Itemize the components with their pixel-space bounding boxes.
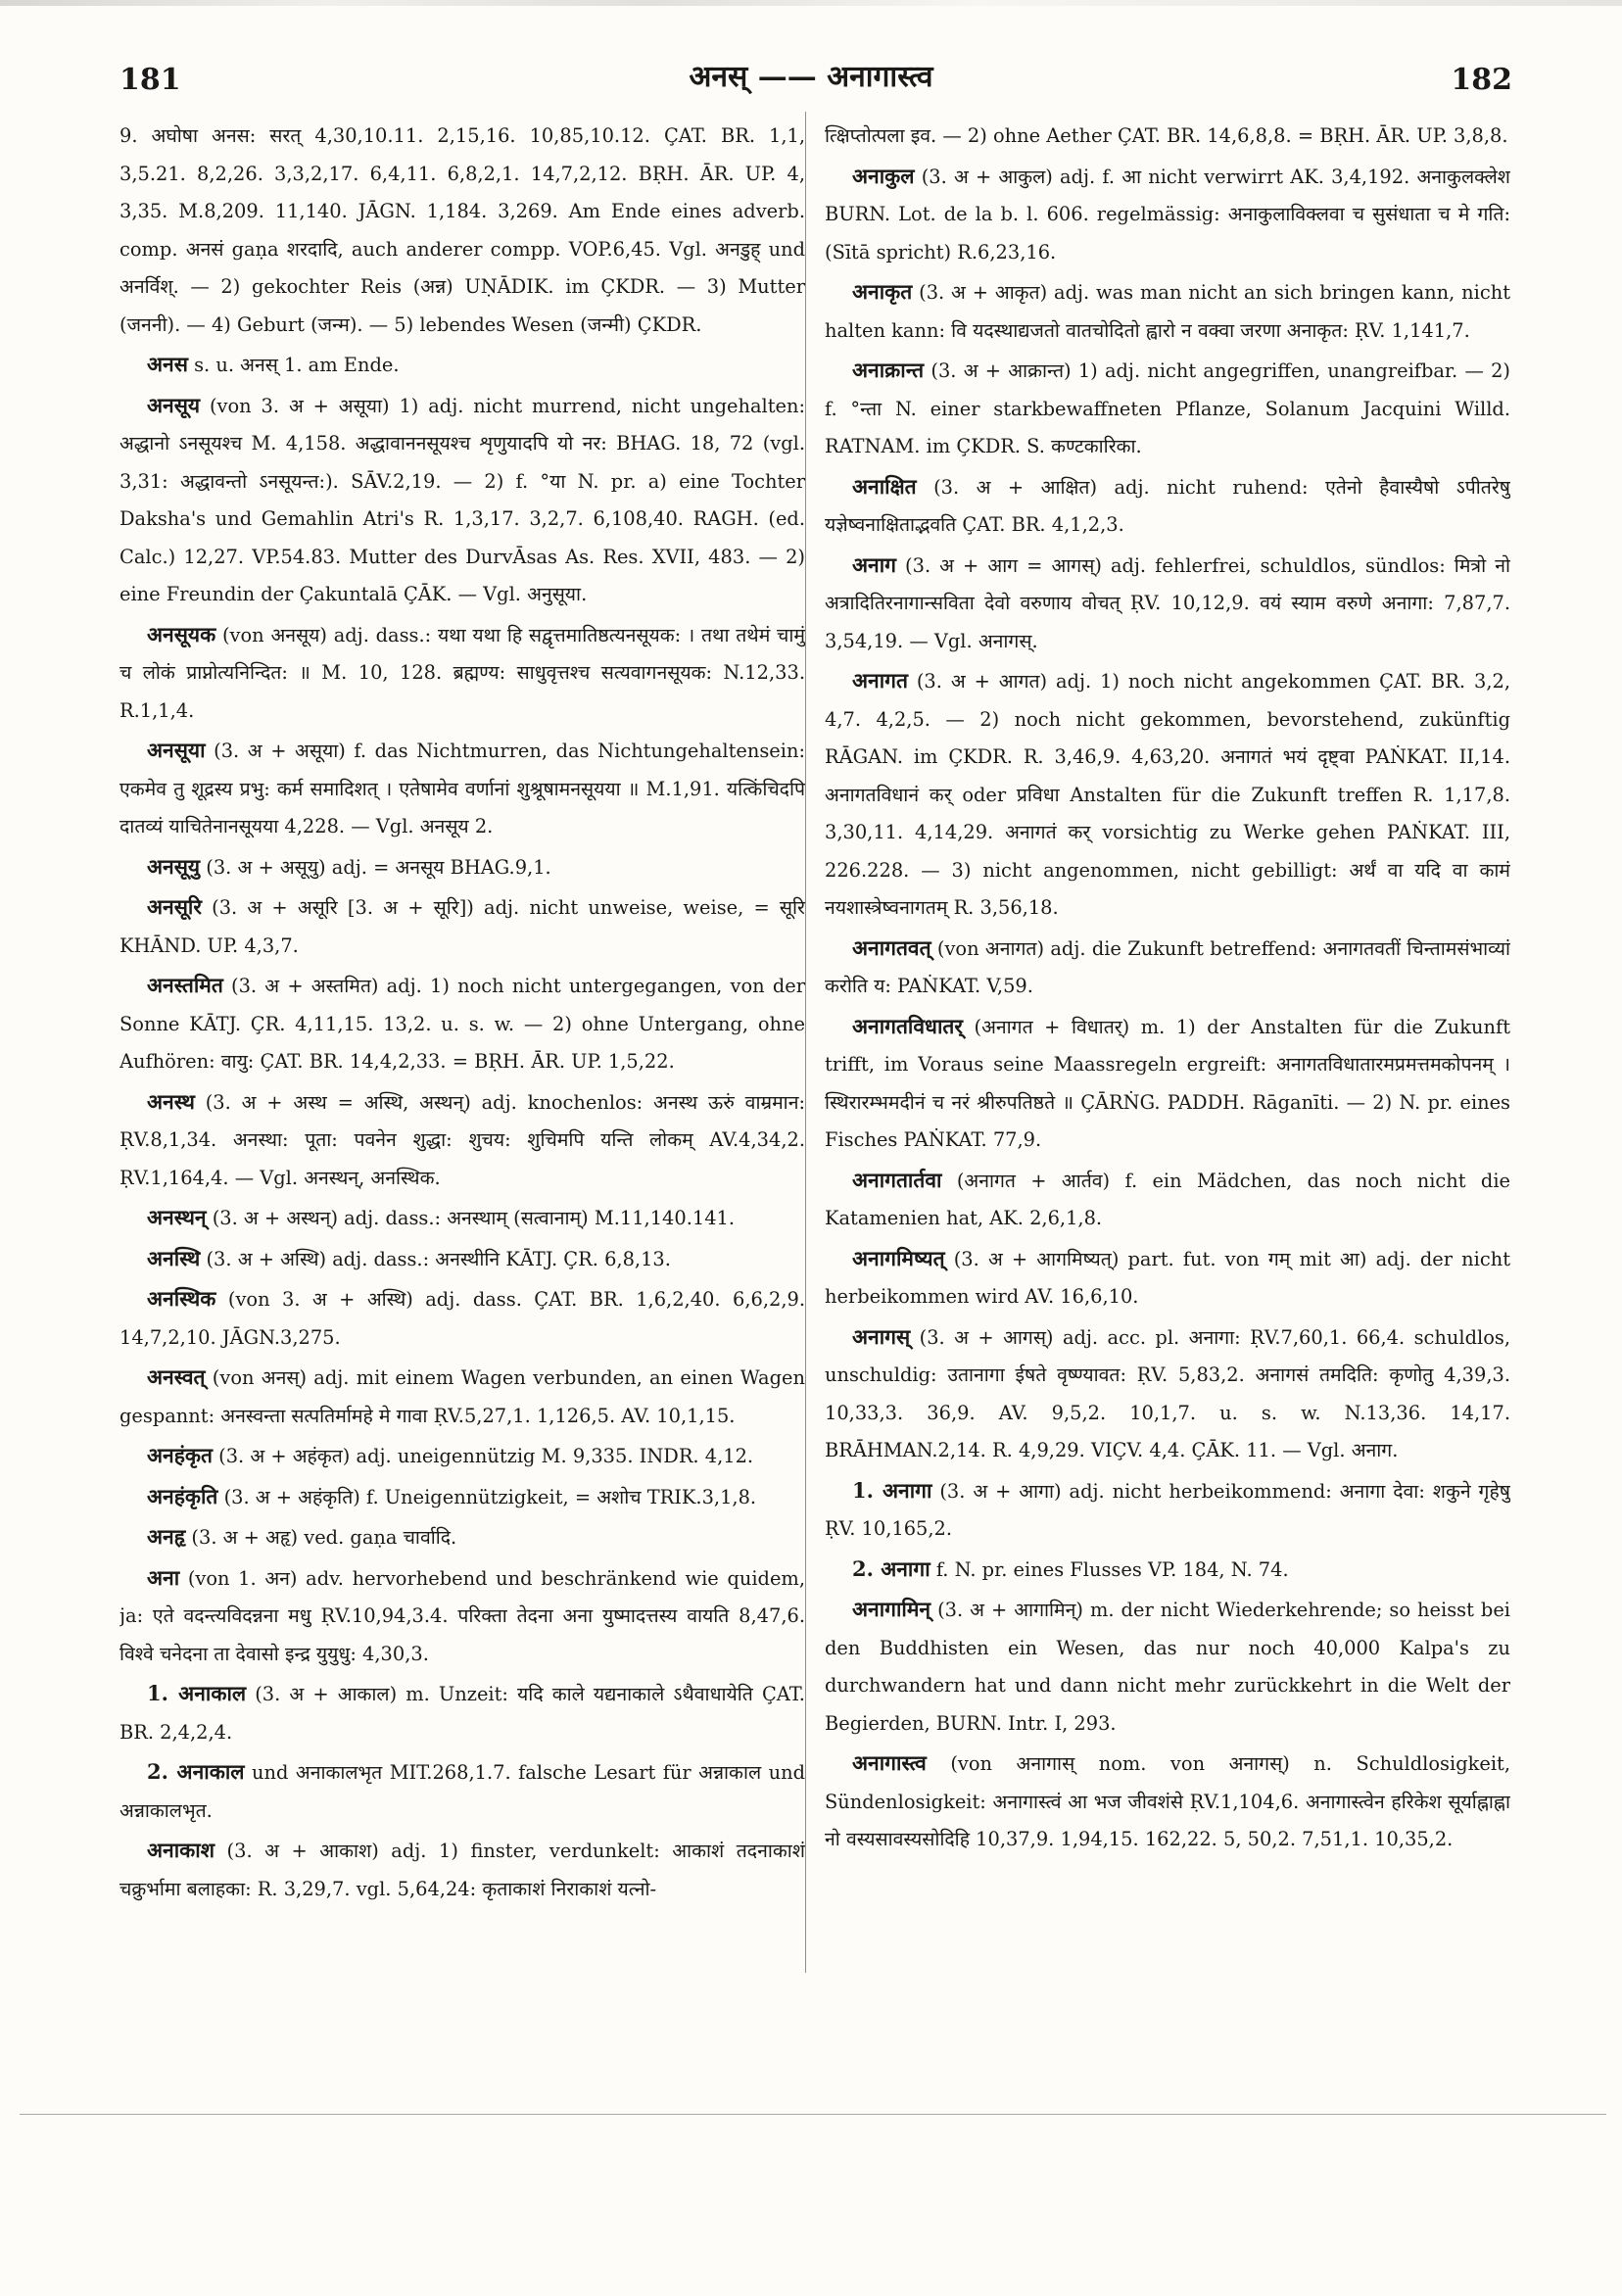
entry-lemma: अनागामिन् bbox=[852, 1597, 931, 1621]
entry-text: (3. अ + अस्तमित) adj. 1) noch nicht untergegangen, von der Sonne KĀTJ. ÇR. 4,11,15. 13,2. u. s. w. — 2) ohne Untergang, ohne Aufhören: वायु: ÇAT. BR. 14,4,2,33. = BṚH. ĀR. UP. 1,5,22. bbox=[119, 975, 805, 1073]
dictionary-entry bbox=[825, 158, 1510, 272]
entry-text: (3. अ + आकृत) adj. was man nicht an sich bringen kann, nicht halten kann: वि यदस्थाद्यजतो वातचोदितो ह्वारो न वक्वा जरणा अनाकृत: ṚV. 1,141,7. bbox=[825, 281, 1510, 342]
entry-lemma: अनाग bbox=[852, 551, 896, 577]
running-title: अनस् —— अनागास्त्व bbox=[689, 60, 933, 94]
entry-text: (3. अ + आगत) adj. 1) noch nicht angekommen ÇAT. BR. 3,2, 4,7. 4,2,5. — 2) noch nicht gekommen, bevorstehend, zukünftig RĀGAN. im ÇKDR. R. 3,46,9. 4,63,20. अनागतं भयं दृष्ट्वा PAṄKAT. II,14. अनागतविधानं कर् oder प्रविधा Anstalten für die Zukunft treffen R. 1,17,8. 3,30,11. 4,14,29. अनागतं कर् vorsichtig zu Werke gehen PAṄKAT. III, 226.228. — 3) nicht angenommen, nicht gebilligt: अर्थं वा यदि वा कामं नयशास्त्रेष्वनागतम् R. 3,56,18. bbox=[825, 670, 1510, 919]
right-column bbox=[825, 118, 1510, 2037]
entry-lemma: अनागतविधातर् bbox=[852, 1013, 963, 1038]
dictionary-entry bbox=[825, 1318, 1510, 1470]
dictionary-entry bbox=[119, 616, 805, 731]
entry-text: (3. अ + अहंकृति) f. Uneigennützigkeit, = अशोच TRIK.3,1,8. bbox=[223, 1485, 757, 1508]
bottom-rule bbox=[20, 2114, 1606, 2115]
entry-text: (3. अ + आगस्) adj. acc. pl. अनागा: ṚV.7,60,1. 66,4. schuldlos, unschuldig: उतानागा ईषते वृष्ण्यावत: ṚV. 5,83,2. अनागसं तमदिति: कृणोतु 4,39,3. 10,33,3. 36,9. AV. 9,5,2. 10,1,7. u. s. w. N.13,36. 14,17. BRĀHMAN.2,14. R. 4,9,29. VIÇV. 4,4. ÇĀK. 11. — Vgl. अनाग. bbox=[825, 1325, 1510, 1461]
entry-text: त्क्षिप्तोत्पला इव. — 2) ohne Aether ÇAT. BR. 14,6,8,8. = BṚH. ĀR. UP. 3,8,8. bbox=[825, 124, 1508, 147]
dictionary-entry bbox=[825, 468, 1510, 545]
entry-lemma: अनागत bbox=[852, 668, 908, 693]
entry-lemma: 2. अनाकाल bbox=[147, 1759, 245, 1784]
entry-lemma: अनस्थ bbox=[147, 1088, 195, 1114]
dictionary-entry bbox=[119, 1518, 805, 1557]
entry-text: (3. अ + आकाल) m. Unzeit: यदि काले यद्यनाकाले ऽथैवाधायेति ÇAT. BR. 2,4,2,4. bbox=[119, 1683, 805, 1744]
entry-lemma: अनाकुल bbox=[852, 163, 915, 188]
entry-text: f. N. pr. eines Flusses VP. 184, N. 74. bbox=[935, 1557, 1289, 1581]
dictionary-entry bbox=[825, 1591, 1510, 1743]
entry-lemma: अनस bbox=[147, 352, 188, 376]
dictionary-entry bbox=[825, 930, 1510, 1006]
entry-text: (3. अ + असूयु) adj. = अनसूय BHAG.9,1. bbox=[206, 855, 551, 879]
dictionary-entry bbox=[119, 1753, 805, 1830]
dictionary-entry bbox=[825, 352, 1510, 466]
dictionary-entry bbox=[825, 1162, 1510, 1238]
entry-text: (von अनागास् nom. von अनागस्) n. Schuldlosigkeit, Sündenlosigkeit: अनागास्त्वं आ भज जीवशंसे ṚV.1,104,6. अनागास्त्वेन हरिकेश सूर्याह्नाह्ना नो वस्यसावस्यसोदिहि 10,37,9. 1,94,15. 162,22. 5, 50,2. 7,51,1. 10,35,2. bbox=[825, 1752, 1510, 1850]
entry-text: (3. अ + आग = आगस्) adj. fehlerfrei, schuldlos, sündlos: मित्रो नो अत्रादितिरनागान्सविता देवो वरुणाय वोचत् ṚV. 10,12,9. वयं स्याम वरुणे अनागा: 7,87,7. 3,54,19. — Vgl. अनागस्. bbox=[825, 553, 1510, 652]
dictionary-entry bbox=[119, 1675, 805, 1751]
entry-lemma: अनहंकृति bbox=[147, 1483, 218, 1508]
dictionary-entry bbox=[825, 1745, 1510, 1859]
entry-lemma: अनसूयक bbox=[147, 621, 216, 646]
entry-lemma: 1. अनाकाल bbox=[147, 1681, 247, 1705]
entry-text: 9. अघोषा अनस: सरत् 4,30,10.11. 2,15,16. 10,85,10.12. ÇAT. BR. 1,1, 3,5.21. 8,2,26. 3,3,2,17. 6,4,11. 6,8,2,1. 14,7,2,12. BṚH. ĀR. UP. 4, 3,35. M.8,209. 11,140. JĀGN. 1,184. 3,269. Am Ende eines adverb. comp. अनसं gaṇa शरदादि, auch anderer compp. VOP.6,45. Vgl. अनडुह् und अनर्विश्. — 2) gekochter Reis (अन्न) UṆĀDIK. im ÇKDR. — 3) Mutter (जननी). — 4) Geburt (जन्म). — 5) lebendes Wesen (जन्मी) ÇKDR. bbox=[119, 124, 805, 336]
entry-text: (von 3. अ + अस्थि) adj. dass. ÇAT. BR. 1,6,2,40. 6,6,2,9. 14,7,2,10. JĀGN.3,275. bbox=[119, 1288, 805, 1349]
dictionary-entry bbox=[119, 1437, 805, 1476]
entry-text: (3. अ + आकाश) adj. 1) finster, verdunkelt: आकाशं तदनाकाशं चक्रुर्भामा बलाहका: R. 3,29,7. vgl. 5,64,24: कृताकाशं निराकाशं यत्नो- bbox=[119, 1840, 805, 1900]
dictionary-entry bbox=[119, 118, 805, 344]
entry-text: (अनागत + आर्तव) f. ein Mädchen, das noch nicht die Katamenien hat, AK. 2,6,1,8. bbox=[825, 1169, 1510, 1229]
dictionary-entry bbox=[119, 888, 805, 965]
dictionary-entry bbox=[825, 1240, 1510, 1316]
entry-lemma: 2. अनागा bbox=[852, 1555, 930, 1581]
entry-lemma: अनस्थिक bbox=[147, 1286, 216, 1311]
entry-lemma: अनागतवत् bbox=[852, 934, 931, 960]
entry-text: (3. अ + अस्थ = अस्थि, अस्थन्) adj. knochenlos: अनस्थ ऊरुं वाम्रमान: ṚV.8,1,34. अनस्था: पूता: पवनेन शुद्धा: शुचय: शुचिमपि यन्ति लोकम् AV.4,34,2. ṚV.1,164,4. — Vgl. अनस्थन्, अनस्थिक. bbox=[119, 1090, 805, 1189]
entry-text: (von 1. अन) adv. hervorhebend und beschränkend wie quidem, ja: एते वदन्त्यविदन्नना मधु ṚV.10,94,3.4. परिक्ता तेदना अना युष्मादत्तस्य वायति 8,47,6. विश्वे चनेदना ता देवासो इन्द्र युयुधु: 4,30,3. bbox=[119, 1566, 805, 1665]
column-divider bbox=[805, 112, 806, 1973]
entry-lemma: अनसूरि bbox=[147, 894, 202, 919]
page-number-left: 181 bbox=[119, 63, 181, 97]
entry-text: (3. अ + अस्थन्) adj. dass.: अनस्थाम् (सत्वानाम्) M.11,140.141. bbox=[212, 1207, 736, 1229]
dictionary-entry bbox=[119, 1478, 805, 1517]
entry-lemma: अनाकृत bbox=[852, 279, 913, 304]
entry-lemma: अनस्वत् bbox=[147, 1364, 206, 1389]
entry-text: (3. अ + अहंकृत) adj. uneigennützig M. 9,335. INDR. 4,12. bbox=[218, 1445, 754, 1467]
entry-text: (अनागत + विधातर्) m. 1) der Anstalten für die Zukunft trifft, im Voraus seine Maassregeln ergreift: अनागतविधातारमप्रमत्तमकोपनम् । स्थिरारम्भमदीनं च नरं श्रीरुपतिष्ठते ॥ ÇĀRṄG. PADDH. Rāganīti. — 2) N. pr. eines Fisches PAṄKAT. 77,9. bbox=[825, 1015, 1510, 1151]
entry-text: (3. अ + आक्षित) adj. nicht ruhend: एतेनो हैवास्यैषो ऽपीतरेषु यज्ञेष्वनाक्षिताद्भवति ÇAT. BR. 4,1,2,3. bbox=[825, 475, 1510, 536]
entry-lemma: अनस्थि bbox=[147, 1245, 201, 1270]
entry-lemma: अनसूय bbox=[147, 392, 201, 417]
dictionary-entry bbox=[825, 118, 1510, 156]
dictionary-entry bbox=[119, 346, 805, 385]
entry-text: (3. अ + असूरि [3. अ + सूरि]) adj. nicht unweise, weise, = सूरि KHĀND. UP. 4,3,7. bbox=[119, 896, 805, 957]
dictionary-entry bbox=[119, 1240, 805, 1279]
entry-text: (3. अ + असूया) f. das Nichtmurren, das Nichtungehaltensein: एकमेव तु शूद्रस्य प्रभु: कर्म समादिशत् । एतेषामेव वर्णानां शुश्रूषामनसूयया ॥ M.1,91. यत्किंचिदपि दातव्यं याचितेनानसूयया 4,228. — Vgl. अनसूय 2. bbox=[119, 740, 805, 837]
entry-lemma: अनाक्षित bbox=[852, 473, 917, 499]
entry-lemma: अनागस् bbox=[852, 1323, 911, 1349]
dictionary-entry bbox=[825, 547, 1510, 661]
entry-text: (3. अ + आकुल) adj. f. आ nicht verwirrt AK. 3,4,192. अनाकुलक्लेश BURN. Lot. de la b. l. 606. regelmässig: अनाकुलाविक्लवा च सुसंधाता च मे गति: (Sītā spricht) R.6,23,16. bbox=[825, 165, 1510, 263]
left-column bbox=[119, 118, 805, 2037]
entry-lemma: अनाक्रान्त bbox=[852, 358, 925, 382]
dictionary-entry bbox=[825, 1472, 1510, 1549]
entry-text: (von अनागत) adj. die Zukunft betreffend: अनागतवतीं चिन्तामसंभाव्यां करोति य: PAṄKAT. V,59. bbox=[825, 936, 1510, 997]
dictionary-entry bbox=[119, 387, 805, 614]
entry-lemma: अना bbox=[147, 1564, 180, 1590]
entry-text: (von अनस्) adj. mit einem Wagen verbunden, an einen Wagen gespannt: अनस्वन्ता सत्पतिर्मामहे मे गावा ṚV.5,27,1. 1,126,5. AV. 10,1,15. bbox=[119, 1366, 805, 1427]
entry-lemma: अनस्तमित bbox=[147, 973, 223, 997]
entry-text: (3. अ + अस्थि) adj. dass.: अनस्थीनि KĀTJ. ÇR. 6,8,13. bbox=[206, 1247, 671, 1270]
page-number-right: 182 bbox=[1451, 63, 1512, 97]
entry-lemma: अनागास्त्व bbox=[852, 1750, 927, 1775]
dictionary-entry bbox=[119, 732, 805, 846]
entry-text: (von अनसूय) adj. dass.: यथा यथा हि सद्वृत्तमातिष्ठत्यनसूयक: । तथा तथेमं चामुं च लोकं प्राप्नोत्यनिन्दित: ॥ M. 10, 128. ब्रह्मण्य: साधुवृत्तश्च सत्यवागनसूयक: N.12,33. R.1,1,4. bbox=[119, 623, 805, 722]
entry-lemma: 1. अनागा bbox=[852, 1477, 932, 1503]
dictionary-entry bbox=[119, 967, 805, 1081]
entry-text: s. u. अनस् 1. am Ende. bbox=[194, 354, 400, 376]
scan-top-edge bbox=[0, 0, 1622, 6]
entry-text: (3. अ + आगामिन्) m. der nicht Wiederkehrende; so heisst bei den Buddhisten ein Wesen, das nur noch 40,000 Kalpa's zu durchwandern hat und dann nicht mehr zurückkehrt in die Welt der Begierden, BURN. Intr. I, 293. bbox=[825, 1599, 1510, 1735]
dictionary-entry bbox=[825, 1008, 1510, 1160]
entry-lemma: अनहृ bbox=[147, 1524, 186, 1549]
entry-text: (3. अ + अहृ) ved. gaṇa चार्वादि. bbox=[191, 1526, 457, 1549]
entry-text: (3. अ + आगमिष्यत्) part. fut. von गम् mit आ) adj. der nicht herbeikommen wird AV. 16,6,10. bbox=[825, 1247, 1510, 1308]
page-header bbox=[0, 55, 1622, 104]
entry-lemma: अनागमिष्यत् bbox=[852, 1245, 945, 1270]
entry-lemma: अनसूयु bbox=[147, 853, 201, 879]
entry-lemma: अनागतार्तवा bbox=[852, 1167, 942, 1192]
dictionary-entry bbox=[119, 1280, 805, 1357]
dictionary-entry bbox=[825, 1551, 1510, 1590]
entry-text: (3. अ + आक्रान्त) 1) adj. nicht angegriffen, unangreifbar. — 2) f. °न्ता N. einer starkbewaffneten Pflanze, Solanum Jacquini Willd. RATNAM. im ÇKDR. S. कण्टकारिका. bbox=[825, 359, 1510, 457]
dictionary-entry bbox=[119, 1083, 805, 1198]
entry-text: (3. अ + आगा) adj. nicht herbeikommend: अनागा देवा: शकुने गृहेषु ṚV. 10,165,2. bbox=[825, 1479, 1510, 1540]
dictionary-entry bbox=[119, 1199, 805, 1238]
dictionary-entry bbox=[119, 848, 805, 887]
dictionary-entry bbox=[825, 273, 1510, 350]
entry-lemma: अनस्थन् bbox=[147, 1205, 207, 1229]
entry-lemma: अनाकाश bbox=[147, 1838, 215, 1862]
entry-lemma: अनहंकृत bbox=[147, 1443, 213, 1467]
entry-text: und अनाकालभृत MIT.268,1.7. falsche Lesart für अन्नाकाल und अन्नाकालभृत. bbox=[119, 1761, 805, 1822]
entry-text: (von 3. अ + असूया) 1) adj. nicht murrend, nicht ungehalten: अद्धानो ऽनसूयश्च M. 4,158. अद्धावाननसूयश्च शृणुयादपि यो नर: BHAG. 18, 72 (vgl. 3,31: अद्धावन्तो ऽनसूयन्त:). SĀV.2,19. — 2) f. °या N. pr. a) eine Tochter Daksha's und Gemahlin Atri's R. 1,3,17. 3,2,7. 6,108,40. RAGH. (ed. Calc.) 12,27. VP.54.83. Mutter des DurvĀsas As. Res. XVII, 483. — 2) eine Freundin der Çakuntalā ÇĀK. — Vgl. अनुसूया. bbox=[119, 394, 805, 605]
dictionary-entry bbox=[119, 1559, 805, 1674]
dictionary-entry bbox=[825, 662, 1510, 928]
entry-lemma: अनसूया bbox=[147, 738, 206, 762]
dictionary-entry bbox=[119, 1832, 805, 1908]
dictionary-entry bbox=[119, 1359, 805, 1435]
